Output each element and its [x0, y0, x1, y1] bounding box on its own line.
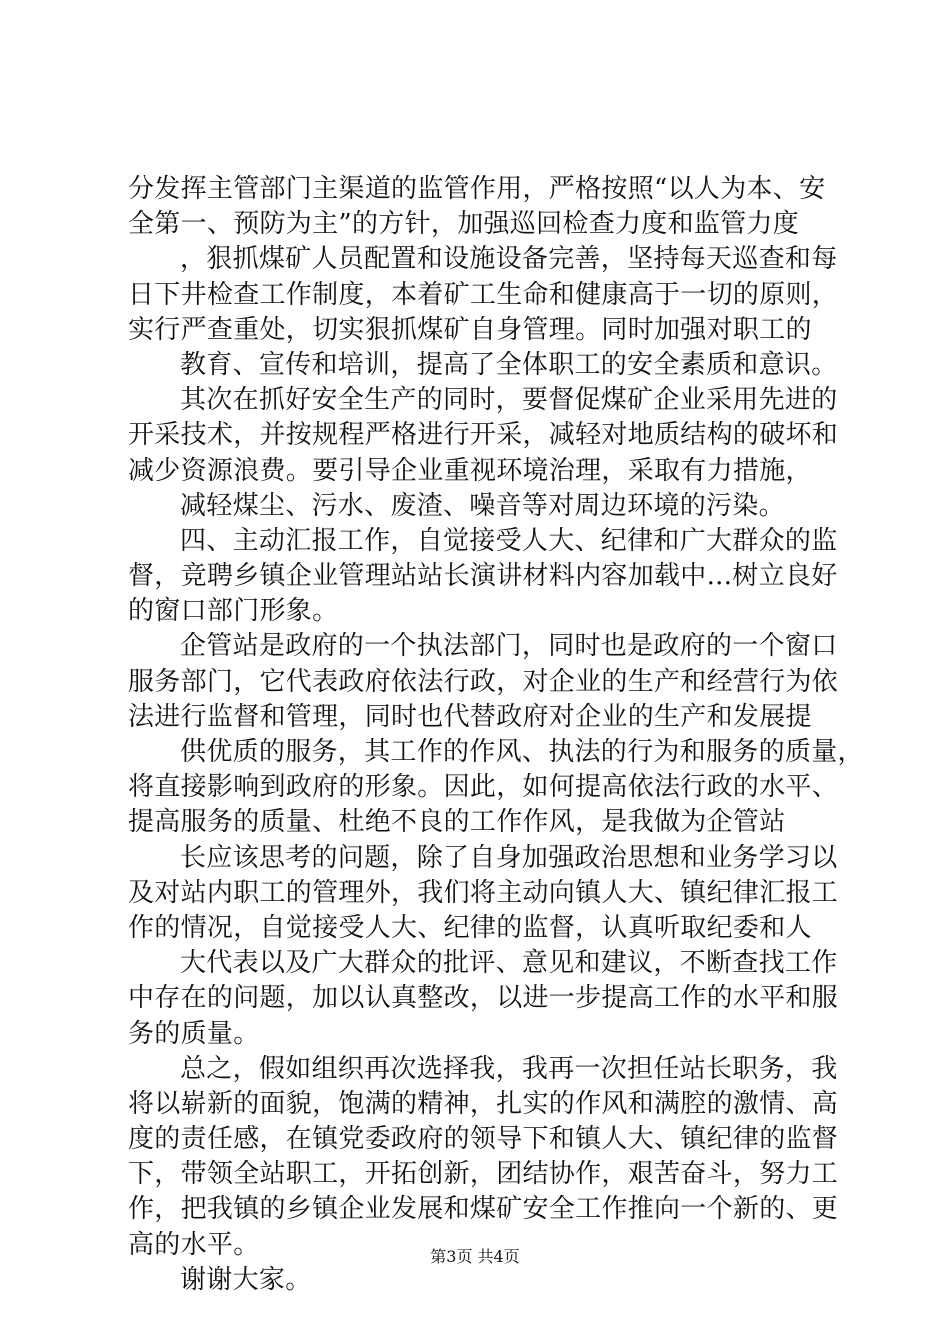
text-line: 其次在抓好安全生产的同时，要督促煤矿企业采用先进的 [180, 385, 838, 416]
text-line: 作，把我镇的乡镇企业发展和煤矿安全工作推向一个新的、更 [128, 1194, 839, 1225]
text-line: 减轻煤尘、污水、废渣、噪音等对周边环境的污染。 [180, 490, 785, 521]
text-line: 督，竞聘乡镇企业管理站站长演讲材料内容加载中...树立良好 [128, 561, 838, 592]
document-body [128, 172, 864, 1298]
text-line: 中存在的问题，加以认真整改，以进一步提高工作的水平和服 [128, 983, 839, 1014]
text-line: 减少资源浪费。要引导企业重视环境治理，采取有力措施， [128, 455, 812, 486]
text-line: 大代表以及广大群众的批评、意见和建议，不断查找工作 [180, 948, 838, 979]
text-line: 将以崭新的面貌，饱满的精神，扎实的作风和满腔的激情、高 [128, 1088, 839, 1119]
text-line: 分发挥主管部门主渠道的监管作用，严格按照“以人为本、安 [128, 174, 826, 204]
text-line: 日下井检查工作制度，本着矿工生命和健康高于一切的原则， [128, 279, 839, 310]
text-line: 全第一、预防为主”的方针，加强巡回检查力度和监管力度 [128, 209, 800, 240]
text-line: 服务部门，它代表政府依法行政，对企业的生产和经营行为依 [128, 666, 839, 697]
text-line: 教育、宣传和培训，提高了全体职工的安全素质和意识。 [180, 349, 838, 380]
text-line: 长应该思考的问题，除了自身加强政治思想和业务学习以 [180, 842, 838, 873]
text-line: 下，带领全站职工，开拓创新，团结协作，艰苦奋斗，努力工 [128, 1159, 839, 1190]
text-line: 实行严查重处，切实狠抓煤矿自身管理。同时加强对职工的 [128, 314, 812, 345]
text-line: 供优质的服务，其工作的作风、执法的行为和服务的质量， [180, 737, 864, 767]
text-line: ，狠抓煤矿人员配置和设施设备完善，坚持每天巡查和每 [180, 244, 838, 275]
text-line: 企管站是政府的一个执法部门，同时也是政府的一个窗口 [180, 631, 838, 662]
text-line: 务的质量。 [128, 1018, 260, 1049]
text-line: 开采技术，并按规程严格进行开采，减轻对地质结构的破坏和 [128, 420, 839, 451]
text-line: 的窗口部门形象。 [128, 596, 339, 627]
text-line: 度的责任感，在镇党委政府的领导下和镇人大、镇纪律的监督 [128, 1124, 839, 1155]
text-line: 将直接影响到政府的形象。因此，如何提高依法行政的水平、 [128, 772, 839, 803]
page-footer: 第3页 共4页 [430, 1247, 520, 1266]
text-line: 高的水平。 [128, 1229, 260, 1260]
text-line: 谢谢大家。 [180, 1264, 312, 1295]
text-line: 提高服务的质量、杜绝不良的工作作风，是我做为企管站 [128, 807, 786, 838]
text-line: 法进行监督和管理，同时也代替政府对企业的生产和发展提 [128, 701, 812, 732]
text-line: 总之，假如组织再次选择我，我再一次担任站长职务，我 [180, 1053, 838, 1084]
text-line: 及对站内职工的管理外，我们将主动向镇人大、镇纪律汇报工 [128, 877, 839, 908]
text-line: 四、主动汇报工作，自觉接受人大、纪律和广大群众的监 [180, 525, 838, 556]
text-line: 作的情况，自觉接受人大、纪律的监督，认真听取纪委和人 [128, 912, 812, 943]
